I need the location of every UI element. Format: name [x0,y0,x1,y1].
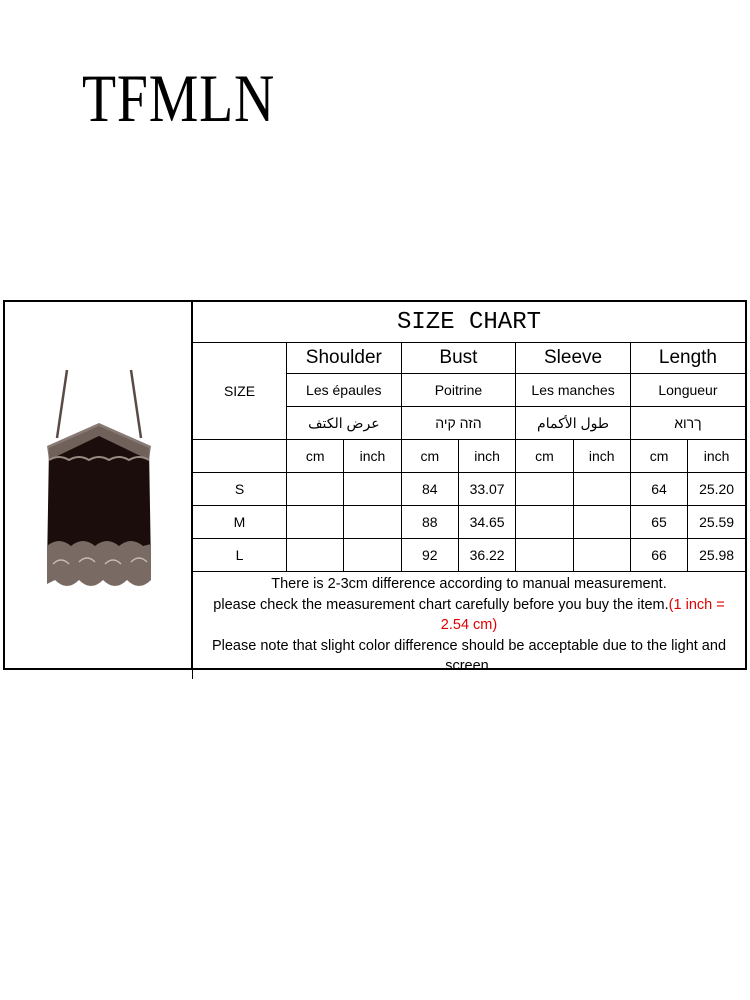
size-table-wrap [192,302,745,674]
header-shoulder-ar: عرض الكتف [287,407,402,440]
value-cell [344,506,401,539]
value-cell [573,473,630,506]
product-photo [5,302,192,668]
value-cell [573,539,630,572]
header-length: Length [630,343,745,374]
size-header: SIZE [193,343,287,440]
header-length-fr: Longueur [630,374,745,407]
header-bust: Bust [401,343,516,374]
chart-title: SIZE CHART [193,302,746,343]
value-cell: 25.59 [688,506,745,539]
header-bust-ar: הזה קיה [401,407,516,440]
unit-cell: cm [516,440,573,473]
table-row [193,506,746,539]
unit-cell: inch [344,440,401,473]
value-cell [287,473,344,506]
unit-blank [193,440,287,473]
unit-cell: cm [630,440,687,473]
note-line-1: There is 2-3cm difference according to manual measurement. [271,576,667,592]
value-cell: 64 [630,473,687,506]
header-shoulder-fr: Les épaules [287,374,402,407]
value-cell [516,473,573,506]
unit-cell: cm [287,440,344,473]
value-cell: 25.98 [688,539,745,572]
value-cell [516,539,573,572]
header-bust-fr: Poitrine [401,374,516,407]
unit-cell: inch [688,440,745,473]
value-cell [344,539,401,572]
unit-cell: inch [458,440,515,473]
measurement-note [193,572,746,679]
size-cell: S [193,473,287,506]
value-cell: 34.65 [458,506,515,539]
value-cell: 88 [401,506,458,539]
note-line-2-text: please check the measurement chart carefully before you buy the item. [213,596,669,613]
value-cell: 66 [630,539,687,572]
size-chart [3,300,747,674]
header-sleeve-ar: طول الأكمام [516,407,631,440]
value-cell: 25.20 [688,473,745,506]
inch-conversion: (1 inch = 2.54 cm) [440,596,725,633]
value-cell [516,506,573,539]
header-sleeve-fr: Les manches [516,374,631,407]
value-cell [287,506,344,539]
value-cell: 92 [401,539,458,572]
brand-logo: TFMLN [82,60,276,136]
value-cell: 84 [401,473,458,506]
table-row [193,539,746,572]
value-cell: 65 [630,506,687,539]
value-cell: 33.07 [458,473,515,506]
unit-cell: cm [401,440,458,473]
size-cell: M [193,506,287,539]
camisole-icon [39,368,159,593]
note-line-3: Please note that slight color difference should be acceptable due to the light and screen. [211,637,727,674]
value-cell [287,539,344,572]
value-cell: 36.22 [458,539,515,572]
unit-cell: inch [573,440,630,473]
value-cell [344,473,401,506]
header-shoulder: Shoulder [287,343,402,374]
size-table [192,302,745,679]
header-sleeve: Sleeve [516,343,631,374]
header-length-ar: ךרוא [630,407,745,440]
size-cell: L [193,539,287,572]
note-line-2 [199,595,739,636]
value-cell [573,506,630,539]
table-row [193,473,746,506]
